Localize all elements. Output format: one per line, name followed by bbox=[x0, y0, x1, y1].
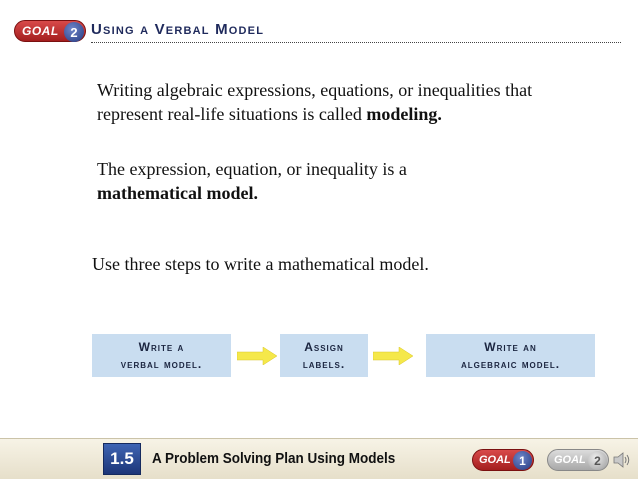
step-write-verbal-model bbox=[92, 334, 231, 377]
step-write-algebraic-model bbox=[426, 334, 595, 377]
speaker-icon[interactable] bbox=[612, 450, 632, 470]
step-line: Write a bbox=[138, 339, 185, 354]
goal-badge bbox=[14, 20, 86, 42]
goal-2-label: GOAL bbox=[554, 454, 586, 466]
step-line: labels. bbox=[302, 356, 346, 371]
header-divider bbox=[91, 42, 621, 43]
arrow-right-icon bbox=[237, 347, 277, 365]
step-line: Write an bbox=[484, 339, 537, 354]
goal-1-label: GOAL bbox=[479, 454, 511, 466]
arrow-right-icon bbox=[373, 347, 413, 365]
term-mathematical-model: mathematical model. bbox=[97, 183, 258, 203]
goal-1-button[interactable] bbox=[472, 449, 534, 471]
paragraph-mathematical-model-text: The expression, equation, or inequality is a bbox=[97, 159, 407, 179]
goal-1-number: 1 bbox=[513, 451, 532, 470]
step-line: Assign bbox=[304, 339, 344, 354]
section-number: 1.5 bbox=[103, 443, 141, 475]
goal-badge-number: 2 bbox=[64, 22, 84, 42]
step-line: verbal model. bbox=[120, 356, 203, 371]
goal-2-button[interactable] bbox=[547, 449, 609, 471]
step-assign-labels bbox=[280, 334, 368, 377]
header bbox=[14, 20, 614, 44]
section-title: A Problem Solving Plan Using Models bbox=[152, 450, 396, 467]
goal-2-number: 2 bbox=[588, 451, 607, 470]
paragraph-mathematical-model bbox=[97, 157, 597, 205]
goal-badge-label: GOAL bbox=[22, 24, 59, 38]
page-title: Using a Verbal Model bbox=[91, 21, 265, 38]
paragraph-three-steps: Use three steps to write a mathematical model. bbox=[92, 254, 429, 274]
term-modeling: modeling. bbox=[366, 104, 442, 124]
paragraph-modeling-text: Writing algebraic expressions, equations, or inequalities that represent real-life situations is called bbox=[97, 80, 533, 124]
paragraph-modeling bbox=[97, 78, 597, 126]
step-line: algebraic model. bbox=[460, 356, 561, 371]
